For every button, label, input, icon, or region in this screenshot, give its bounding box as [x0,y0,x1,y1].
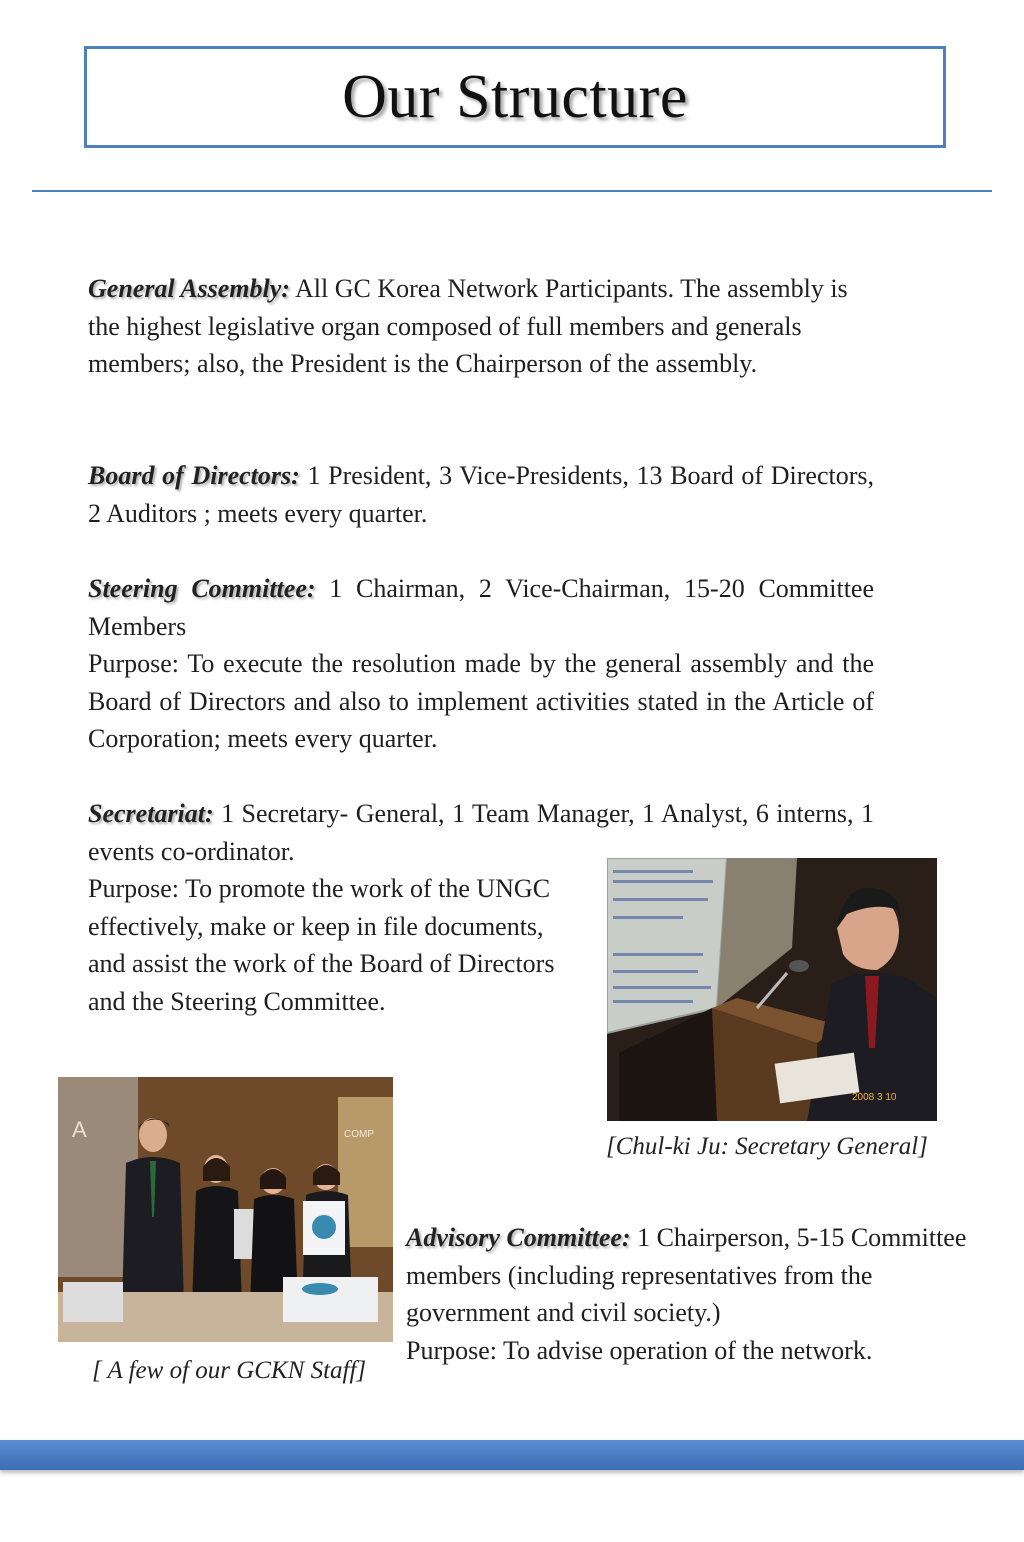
section-general-assembly [88,270,878,383]
photo-date-stamp: 2008 3 10 [852,1092,897,1103]
title-box [84,46,946,148]
term-secretariat: Secretariat: [88,799,214,828]
board-text: 1 President, 3 Vice-Presidents, 13 Board of Directors, 2 Auditors ; meets every quarter. [88,461,874,528]
advisory-purpose: Purpose: To advise operation of the network. [406,1335,873,1365]
secretary-general-caption: [Chul-ki Ju: Secretary General] [606,1133,928,1160]
footer-band [0,1440,1024,1470]
section-steering-committee [88,570,874,758]
steering-text: 1 Chairman, 2 Vice-Chairman, 15-20 Committee Members [88,574,875,641]
secretariat-purpose: Purpose: To promote the work of the UNGC effectively, make or keep in file documents, and assist the work of the Board of Directors and the Steering Committee. [88,874,555,1016]
staff-caption: [ A few of our GCKN Staff] [92,1357,367,1384]
steering-purpose: Purpose: To execute the resolution made by the general assembly and the Board of Directors and also to implement activities stated in the Article of Corporation; meets every quarter. [88,649,874,753]
section-board-of-directors [88,457,874,532]
advisory-text: 1 Chairperson, 5-15 Committee members (including representatives from the government and civil society.) [406,1223,967,1327]
term-general-assembly: General Assembly: [88,274,290,303]
staff-photo-booth-text: COMP [344,1129,374,1140]
term-board-of-directors: Board of Directors: [88,461,300,490]
secretariat-text: 1 Secretary- General, 1 Team Manager, 1 Analyst, 6 interns, 1 events co-ordinator. [88,799,874,866]
general-assembly-text: All GC Korea Network Participants. The assembly is the highest legislative organ composed of full members and generals members; also, the President is the Chairperson of the assembly. [88,274,848,378]
secretary-general-photo [607,858,937,1121]
staff-photo [58,1077,393,1342]
term-advisory-committee: Advisory Committee: [406,1223,631,1252]
title-divider [32,190,992,192]
section-advisory-committee [406,1219,986,1369]
staff-photo-wall-text: A [72,1117,87,1142]
term-steering-committee: Steering Committee: [88,574,316,603]
page-title: Our Structure [342,62,688,131]
section-secretariat-purpose [88,870,578,1020]
